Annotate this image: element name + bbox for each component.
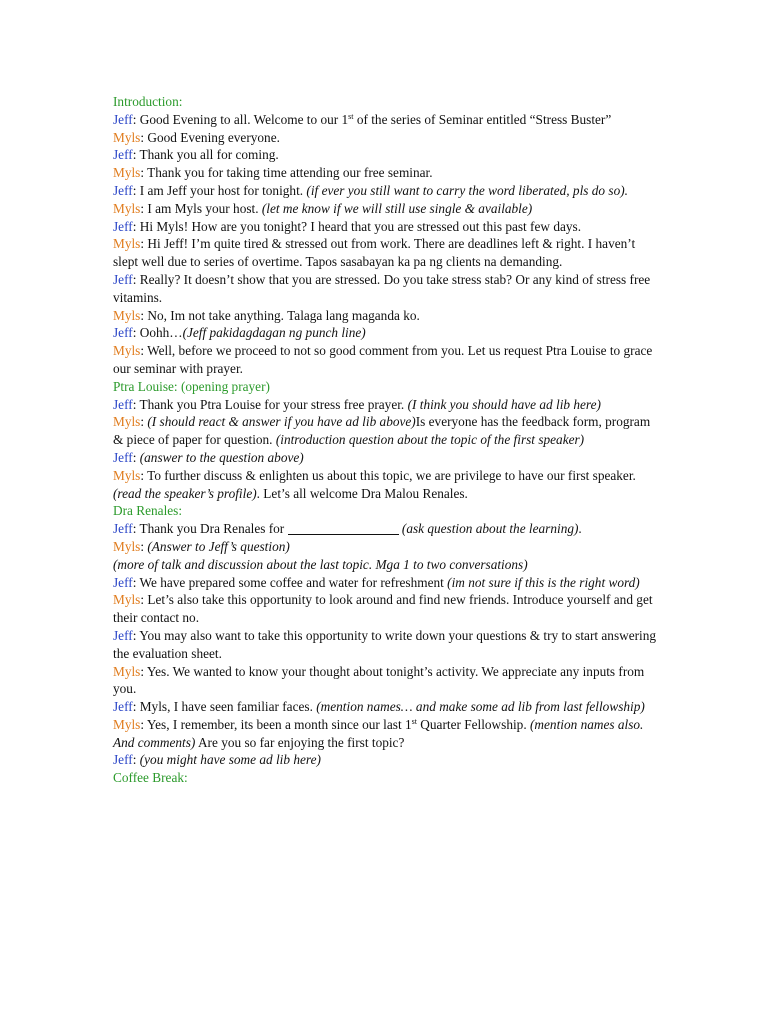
dialogue-line: Jeff: Myls, I have seen familiar faces. (mention names… and make some ad lib from last fellowship) bbox=[113, 699, 645, 715]
dialogue-line: Jeff: You may also want to take this opportunity to write down your questions & try to start answering the evaluation sheet. bbox=[113, 627, 657, 661]
speaker-myls: Myls bbox=[113, 538, 141, 554]
dialogue-text: Are you so far enjoying the first topic? bbox=[195, 734, 405, 750]
dialogue-line: Myls: Yes. We wanted to know your thought about tonight’s activity. We appreciate any inputs from you. bbox=[113, 663, 645, 697]
dialogue-text: To further discuss & enlighten us about this topic, we are privilege to have our first speaker. bbox=[144, 467, 636, 483]
stage-note: (mention names… and make some ad lib from last fellowship) bbox=[316, 699, 645, 715]
ordinal-suffix: st bbox=[348, 111, 354, 121]
dialogue-text: I am Myls your host. bbox=[144, 200, 262, 216]
dialogue-line: Myls: To further discuss & enlighten us about this topic, we are privilege to have our first speaker. (read the speaker’s profile). Let’s all welcome Dra Malou Renales. bbox=[113, 467, 636, 501]
dialogue-line: Myls: Let’s also take this opportunity to look around and find new friends. Introduce yourself and get their contact no. bbox=[113, 592, 653, 626]
speaker-jeff: Jeff bbox=[113, 218, 133, 234]
speaker-jeff: Jeff bbox=[113, 574, 133, 590]
stage-note: (Jeff pakidagdagan ng punch line) bbox=[182, 325, 366, 341]
stage-note: (if ever you still want to carry the word liberated, pls do so). bbox=[306, 182, 628, 198]
dialogue-line: Jeff: Thank you Ptra Louise for your stress free prayer. (I think you should have ad lib here) bbox=[113, 396, 601, 412]
stage-note: (I think you should have ad lib here) bbox=[407, 396, 601, 412]
speaker-myls: Myls bbox=[113, 307, 141, 323]
speaker-jeff: Jeff bbox=[113, 752, 133, 768]
dialogue-text: Good Evening to all. Welcome to our 1 bbox=[136, 111, 349, 127]
dialogue-text: of the series of Seminar entitled “Stress Buster” bbox=[353, 111, 612, 127]
speaker-jeff: Jeff bbox=[113, 271, 133, 287]
dialogue-text: We have prepared some coffee and water for refreshment bbox=[136, 574, 448, 590]
dialogue-line: Jeff: (you might have some ad lib here) bbox=[113, 752, 321, 768]
speaker-jeff: Jeff bbox=[113, 147, 133, 163]
dialogue-text: I am Jeff your host for tonight. bbox=[136, 182, 307, 198]
stage-note: (let me know if we will still use single & available) bbox=[261, 200, 533, 216]
section-heading-dra-renales: Dra Renales: bbox=[113, 503, 183, 519]
dialogue-text: Thank you all for coming. bbox=[136, 147, 279, 163]
dialogue-line: Myls: (I should react & answer if you have ad lib above)Is everyone has the feedback form, program & piece of paper for question. (introduction question about the topic of the first speaker) bbox=[113, 414, 651, 448]
speaker-jeff: Jeff bbox=[113, 449, 133, 465]
dialogue-text: No, Im not take anything. Talaga lang maganda ko. bbox=[144, 307, 420, 323]
dialogue-line: Myls: Hi Jeff! I’m quite tired & stressed out from work. There are deadlines left & right. I haven’t slept well due to series of overtime. Tapos sasabayan ka pa ng clients na demanding. bbox=[113, 236, 636, 270]
speaker-myls: Myls bbox=[113, 414, 141, 430]
stage-note: (you might have some ad lib here) bbox=[136, 752, 321, 768]
speaker-jeff: Jeff bbox=[113, 182, 133, 198]
dialogue-text: Thank you Dra Renales for bbox=[136, 521, 288, 537]
stage-note-line: (more of talk and discussion about the last topic. Mga 1 to two conversations) bbox=[113, 556, 528, 572]
dialogue-line: Myls: Well, before we proceed to not so good comment from you. Let us request Ptra Louise to grace our seminar with prayer. bbox=[113, 343, 653, 376]
dialogue-line: Jeff: Hi Myls! How are you tonight? I heard that you are stressed out this past few days. bbox=[113, 218, 582, 234]
dialogue-line: Myls: Thank you for taking time attending our free seminar. bbox=[113, 165, 433, 181]
stage-note: (mention names also. And comments) bbox=[113, 716, 644, 750]
section-heading-introduction: Introduction: bbox=[113, 94, 183, 109]
speaker-jeff: Jeff bbox=[113, 627, 133, 643]
dialogue-text: Let’s also take this opportunity to look around and find new friends. Introduce yourself and get their contact no. bbox=[113, 592, 653, 626]
dialogue-line: Myls: Yes, I remember, its been a month since our last 1st Quarter Fellowship. (mention names also. And comments) Are you so far enjoying the first topic? bbox=[113, 716, 644, 750]
dialogue-line: Jeff: Good Evening to all. Welcome to our 1st of the series of Seminar entitled “Stress Buster” bbox=[113, 111, 612, 127]
speaker-myls: Myls bbox=[113, 200, 141, 216]
section-heading-opening-prayer: Ptra Louise: (opening prayer) bbox=[113, 378, 270, 394]
dialogue-text: Hi Myls! How are you tonight? I heard that you are stressed out this past few days. bbox=[136, 218, 582, 234]
dialogue-text: Good Evening everyone. bbox=[144, 129, 280, 145]
speaker-jeff: Jeff bbox=[113, 111, 133, 127]
speaker-jeff: Jeff bbox=[113, 325, 133, 341]
speaker-myls: Myls bbox=[113, 343, 141, 359]
dialogue-text: Hi Jeff! I’m quite tired & stressed out from work. There are deadlines left & right. I haven’t slept well due to series of overtime. Tapos sasabayan ka pa ng clients na demanding. bbox=[113, 236, 636, 270]
dialogue-text: Is everyone has the feedback form, program & piece of paper for question. bbox=[113, 414, 651, 448]
dialogue-line: Myls: I am Myls your host. (let me know if we will still use single & available) bbox=[113, 200, 533, 216]
dialogue-line: Jeff: We have prepared some coffee and water for refreshment (im not sure if this is the right word) bbox=[113, 574, 640, 590]
speaker-myls: Myls bbox=[113, 236, 141, 252]
dialogue-text: Yes. We wanted to know your thought about tonight’s activity. We appreciate any inputs from you. bbox=[113, 663, 645, 697]
stage-note: (I should react & answer if you have ad lib above) bbox=[144, 414, 416, 430]
speaker-jeff: Jeff bbox=[113, 521, 133, 537]
dialogue-text: Quarter Fellowship. bbox=[416, 716, 530, 732]
speaker-jeff: Jeff bbox=[113, 396, 133, 412]
dialogue-text: Thank you for taking time attending our free seminar. bbox=[144, 165, 433, 181]
speaker-myls: Myls bbox=[113, 467, 141, 483]
dialogue-text: Thank you Ptra Louise for your stress free prayer. bbox=[136, 396, 408, 412]
fill-in-blank bbox=[288, 522, 399, 535]
dialogue-text: Really? It doesn’t show that you are stressed. Do you take stress stab? Or any kind of stress free vitamins. bbox=[113, 271, 651, 305]
speaker-myls: Myls bbox=[113, 165, 141, 181]
dialogue-line: Jeff: (answer to the question above) bbox=[113, 449, 304, 465]
stage-note: (Answer to Jeff’s question) bbox=[144, 538, 290, 554]
dialogue-text: Oohh… bbox=[136, 325, 183, 341]
event-script-document bbox=[113, 93, 658, 787]
dialogue-line: Jeff: Oohh…(Jeff pakidagdagan ng punch line) bbox=[113, 325, 366, 341]
dialogue-line: Jeff: Thank you Dra Renales for (ask question about the learning). bbox=[113, 521, 582, 537]
stage-note: (read the speaker’s profile) bbox=[113, 485, 257, 501]
speaker-myls: Myls bbox=[113, 129, 141, 145]
dialogue-text: Well, before we proceed to not so good comment from you. Let us request Ptra Louise to grace our seminar with prayer. bbox=[113, 343, 653, 376]
speaker-myls: Myls bbox=[113, 716, 141, 732]
dialogue-text: . bbox=[578, 521, 582, 537]
dialogue-line: Myls: (Answer to Jeff’s question) bbox=[113, 538, 290, 554]
speaker-myls: Myls bbox=[113, 663, 141, 679]
dialogue-line: Myls: No, Im not take anything. Talaga lang maganda ko. bbox=[113, 307, 420, 323]
stage-note: (answer to the question above) bbox=[136, 449, 304, 465]
dialogue-line: Jeff: Thank you all for coming. bbox=[113, 147, 279, 163]
dialogue-line: Myls: Good Evening everyone. bbox=[113, 129, 280, 145]
dialogue-line: Jeff: I am Jeff your host for tonight. (if ever you still want to carry the word liberated, pls do so). bbox=[113, 182, 628, 198]
section-heading-coffee-break: Coffee Break: bbox=[113, 770, 188, 786]
dialogue-text: . Let’s all welcome Dra Malou Renales. bbox=[256, 485, 468, 501]
dialogue-text: You may also want to take this opportunity to write down your questions & try to start answering the evaluation sheet. bbox=[113, 627, 657, 661]
dialogue-text: Yes, I remember, its been a month since our last 1 bbox=[144, 716, 412, 732]
stage-note: (ask question about the learning) bbox=[398, 521, 579, 537]
stage-note: (introduction question about the topic of the first speaker) bbox=[275, 432, 585, 448]
dialogue-line: Jeff: Really? It doesn’t show that you are stressed. Do you take stress stab? Or any kind of stress free vitamins. bbox=[113, 271, 651, 305]
dialogue-text: Myls, I have seen familiar faces. bbox=[136, 699, 317, 715]
speaker-jeff: Jeff bbox=[113, 699, 133, 715]
ordinal-suffix: st bbox=[411, 716, 417, 726]
speaker-myls: Myls bbox=[113, 592, 141, 608]
stage-note: (im not sure if this is the right word) bbox=[447, 574, 640, 590]
